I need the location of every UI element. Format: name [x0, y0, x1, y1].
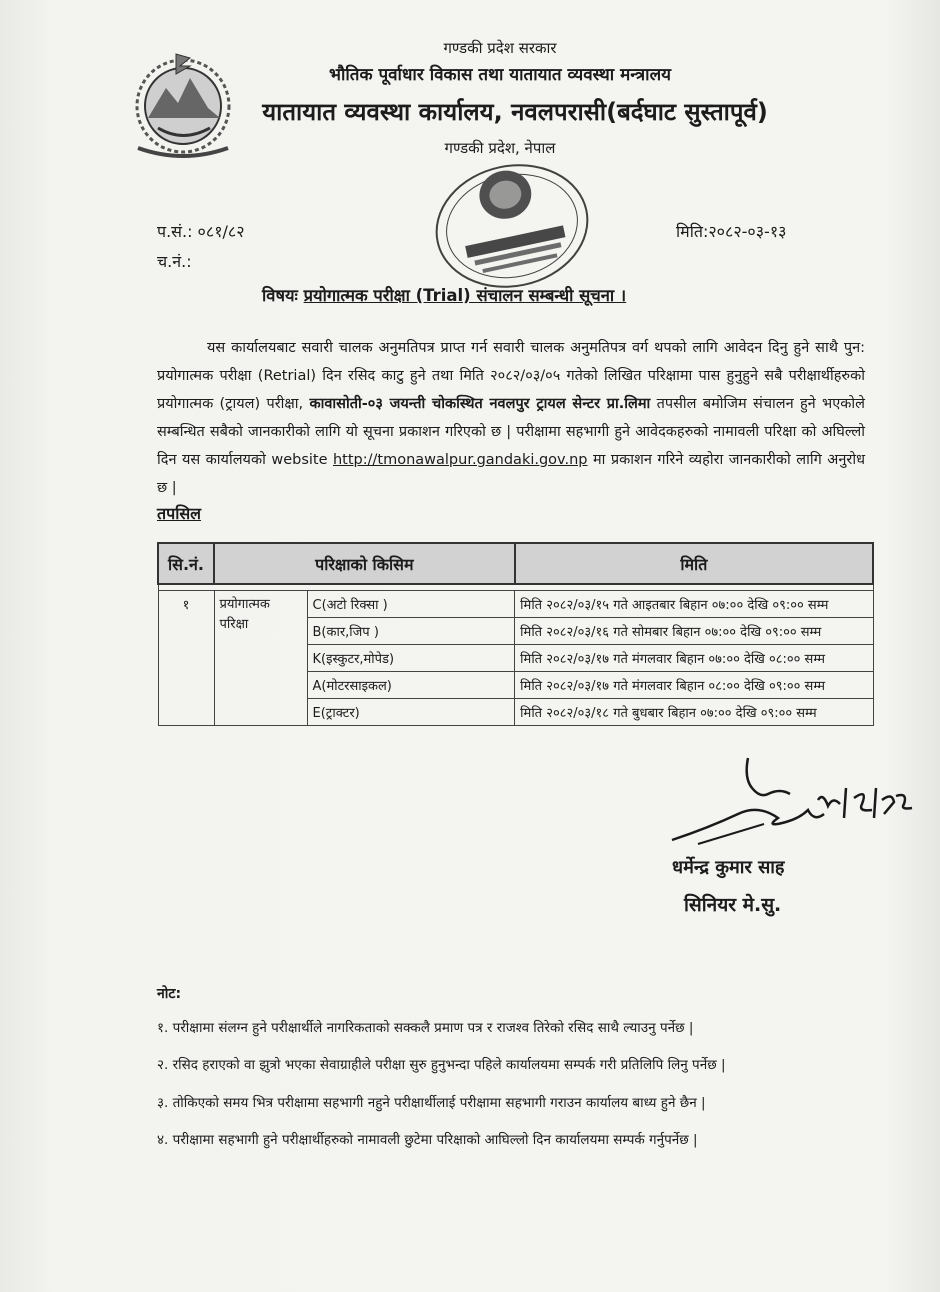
letter-date: मिति:२०८२-०३-१३ [676, 222, 787, 241]
serial-number: १ [158, 590, 214, 725]
license-category: B(कार,जिप ) [307, 617, 515, 644]
exam-date: मिति २०८२/०३/१७ गते मंगलवार बिहान ०७:०० देखि ०८:०० सम्म [515, 644, 873, 671]
signer-designation: सिनियर मे.सु. [684, 894, 782, 916]
exam-date: मिति २०८२/०३/१५ गते आइतबार बिहान ०७:०० देखि ०९:०० सम्म [515, 590, 873, 617]
signer-name: धर्मेन्द्र कुमार साह [672, 857, 785, 878]
license-category: C(अटो रिक्सा ) [307, 590, 515, 617]
note-item: ४. परीक्षामा सहभागी हुने परीक्षार्थीहरुको नामावली छुटेमा परिक्षाको आघिल्लो दिन कार्यालयमा सम्पर्क गर्नुपर्नेछ | [157, 1132, 698, 1148]
note-item: १. परीक्षामा संलग्न हुने परीक्षार्थीले नागरिकताको सक्कलै प्रमाण पत्र र राजश्व तिरेको रसिद साथै ल्याउनु पर्नेछ | [157, 1020, 694, 1036]
col-header-sn: सि.नं. [158, 543, 214, 584]
trial-venue: कावासोती-०३ जयन्ती चोकस्थित नवलपुर ट्रायल सेन्टर प्रा.लिमा [309, 396, 651, 412]
col-header-exam-type: परिक्षाको किसिम [214, 543, 515, 584]
header-government: गण्डकी प्रदेश सरकार [443, 39, 557, 57]
exam-type: प्रयोगात्मक परिक्षा [214, 590, 307, 725]
table-header-row [158, 543, 873, 584]
license-category: A(मोटरसाइकल) [307, 671, 515, 698]
office-stamp-icon [428, 152, 596, 300]
subject-label: विषयः [262, 286, 298, 305]
dispatch-number: च.नं.: [157, 252, 192, 271]
header-office: यातायात व्यवस्था कार्यालय, नवलपरासी(बर्दघाट सुस्तापूर्व) [262, 98, 768, 126]
exam-date: मिति २०८२/०३/१७ गते मंगलवार बिहान ०८:०० देखि ०९:०० सम्म [515, 671, 873, 698]
exam-date: मिति २०८२/०३/१८ गते बुधबार बिहान ०७:०० देखि ०९:०० सम्म [515, 698, 873, 725]
schedule-table [157, 542, 874, 726]
license-category: K(इस्कुटर,मोपेड) [307, 644, 515, 671]
note-item: ३. तोकिएको समय भित्र परीक्षामा सहभागी नहुने परीक्षार्थीलाई परीक्षामा सहभागी गराउन कार्यालय बाध्य हुने छैन | [157, 1095, 706, 1111]
letter-number: प.सं.: ०८१/८२ [157, 222, 245, 241]
website-link[interactable]: http://tmonawalpur.gandaki.gov.np [332, 452, 588, 468]
notice-body [157, 334, 865, 502]
body-text-1: यस कार्यालयबाट सवारी चालक अनुमतिपत्र प्राप्त गर्न सवारी चालक अनुमतिपत्र वर्ग थपको लागि आवेदन दिनु हुने साथै पुन: प्रयोगात्मक परीक्षा (Retrial) दिन रसिद काटु हुने तथा मिति २०८२/०३/०५ गतेको लिखित परिक्षामा पास हुनुहुने सबै परीक्षार्थीहरुको प्रयोगात्मक (ट्रायल) परीक्षा, [157, 340, 865, 412]
exam-date: मिति २०८२/०३/१६ गते सोमबार बिहान ०७:०० देखि ०९:०० सम्म [515, 617, 873, 644]
schedule-heading: तपसिल [157, 504, 202, 523]
handwritten-signature-icon [668, 748, 918, 860]
body-text-3: मा प्रकाशन गरिने व्यहोरा जानकारीको लागि अनुरोध छ | [157, 452, 865, 496]
header-province: गण्डकी प्रदेश, नेपाल [444, 139, 556, 157]
license-category: E(ट्राक्टर) [307, 698, 515, 725]
table-row [158, 590, 873, 617]
col-header-date: मिति [515, 543, 873, 584]
header-ministry: भौतिक पूर्वाधार विकास तथा यातायात व्यवस्था मन्त्रालय [329, 65, 671, 85]
subject-line [262, 283, 626, 306]
notes-title: नोट: [157, 986, 182, 1002]
subject-text: प्रयोगात्मक परीक्षा (Trial) संचालन सम्बन्धी सूचना । [303, 286, 627, 305]
note-item: २. रसिद हराएको वा झुत्रो भएका सेवाग्राहीले परीक्षा सुरु हुनुभन्दा पहिले कार्यालयमा सम्पर्क गरी प्रतिलिपि लिनु पर्नेछ | [157, 1057, 726, 1073]
body-text-2: तपसील बमोजिम संचालन हुने भएकोले सम्बन्धित सबैको जानकारीको लागि यो सूचना प्रकाशन गरिएको छ | परीक्षामा सहभागी हुने आवेदकहरुको नामावली परिक्षा को अघिल्लो दिन यस कार्यालयको website [157, 396, 865, 468]
